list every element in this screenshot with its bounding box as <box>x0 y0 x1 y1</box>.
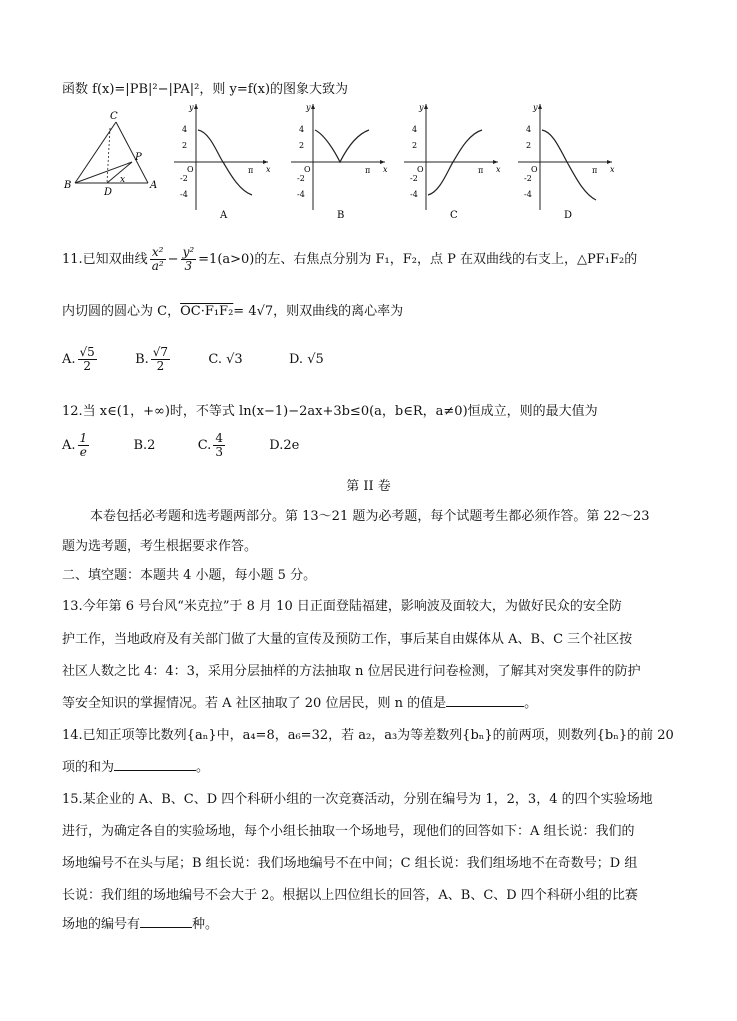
label-P: P <box>135 152 142 163</box>
q11-line2: 内切圆的圆心为 C，OC·F₁F₂= 4√7，则双曲线的离心率为 <box>62 304 404 319</box>
svg-text:4: 4 <box>299 125 305 134</box>
svg-text:-4: -4 <box>410 190 418 199</box>
q12-options: A. $\frac{1}{e}$ B.2 C. $\frac{4}{3}$ D.2e <box>62 431 300 459</box>
part2-title: 第 II 卷 <box>346 479 391 494</box>
label-C: C <box>110 111 118 122</box>
svg-text:y: y <box>533 103 538 112</box>
svg-text:4: 4 <box>526 125 532 134</box>
svg-text:-2: -2 <box>524 174 532 183</box>
q15-line1: 15.某企业的 A、B、C、D 四个科研小组的一次竞赛活动，分别在编号为 1，2，3，4 的四个实验场地 <box>62 792 653 807</box>
q12-stem: 12.当 x∈(1，+∞)时，不等式 ln(x−1)−2ax+3b≤0(a，b∈R，a≠0)恒成立，则的最大值为 <box>62 404 598 419</box>
svg-text:-2: -2 <box>297 174 305 183</box>
graph-D <box>512 100 617 224</box>
q14-line1: 14.已知正项等比数列{aₙ}中，a₄=8，a₆=32，若 a₂，a₃为等差数列{bₙ}的前两项，则数列{bₙ}的前 20 <box>62 728 674 743</box>
svg-text:π: π <box>592 166 598 175</box>
graph-B-label: B <box>337 210 345 220</box>
label-D: D <box>104 187 113 198</box>
svg-text:π: π <box>478 166 484 175</box>
label-B: B <box>64 180 72 191</box>
svg-text:O: O <box>417 165 424 174</box>
svg-text:-4: -4 <box>524 190 532 199</box>
q15-line3: 场地编号不在头与尾；B 组长说：我们场地编号不在中间；C 组长说：我们组场地不在奇数号；D 组 <box>62 856 638 871</box>
q13-line4: 等安全知识的掌握情况。若 A 社区抽取了 20 位居民，则 n 的值是 。 <box>62 696 538 711</box>
svg-text:x: x <box>496 165 501 174</box>
part2-intro-2: 题为选考题，考生根据要求作答。 <box>62 539 258 554</box>
svg-text:x: x <box>610 165 615 174</box>
q13-line1: 13.今年第 6 号台风“米克拉”于 8 月 10 日正面登陆福建，影响波及面较大，为做好民众的安全防 <box>62 599 622 614</box>
svg-text:π: π <box>248 166 254 175</box>
q11-options: A. $\frac{√5}{2}$ B. $\frac{√7}{2}$ C. √3 D. √5 <box>62 345 324 373</box>
q14-line2: 项的和为 。 <box>62 760 210 775</box>
label-A: A <box>150 180 158 191</box>
svg-text:-4: -4 <box>180 190 188 199</box>
q15-line4: 长说：我们组的场地编号不会大于 2。根据以上四位组长的回答，A、B、C、D 四个科研小组的比赛 <box>62 888 638 903</box>
label-x: x <box>120 175 126 185</box>
graph-C-label: C <box>450 210 458 220</box>
q11-line1: 11.已知双曲线 $\frac{\text{x²}}{\text{a²}}$ − $\frac{\text{y²}}{3}$ =1(a>0)的左、右焦点分别为 F₁，F₂，点 P 在双曲线的右支上，△PF₁F₂的 <box>62 245 638 273</box>
svg-text:y: y <box>419 103 424 112</box>
q15-line5: 场地的编号有 种。 <box>62 917 219 932</box>
svg-text:π: π <box>365 166 371 175</box>
svg-text:-2: -2 <box>180 174 188 183</box>
answer-blank[interactable] <box>140 915 192 928</box>
graph-B <box>285 100 390 224</box>
svg-text:O: O <box>187 165 194 174</box>
svg-text:-2: -2 <box>410 174 418 183</box>
svg-text:4: 4 <box>182 125 188 134</box>
svg-text:O: O <box>531 165 538 174</box>
graph-A <box>168 100 273 224</box>
q13-line2: 护工作，当地政府及有关部门做了大量的宣传及预防工作，事后某自由媒体从 A、B、C 三个社区按 <box>62 632 633 647</box>
svg-text:x: x <box>266 165 271 174</box>
svg-text:2: 2 <box>182 141 188 150</box>
section-heading: 二、填空题：本题共 4 小题，每小题 5 分。 <box>62 568 317 583</box>
graph-D-label: D <box>564 210 573 220</box>
svg-text:-4: -4 <box>297 190 305 199</box>
vector-expression: OC·F₁F₂ <box>180 304 234 319</box>
svg-text:y: y <box>306 103 311 112</box>
q13-line3: 社区人数之比 4：4：3，采用分层抽样的方法抽取 n 位居民进行问卷检测，了解其对突发事件的防护 <box>62 664 641 679</box>
triangle-figure <box>62 108 162 202</box>
svg-text:2: 2 <box>299 141 305 150</box>
graph-C <box>398 100 503 224</box>
graph-A-label: A <box>220 210 228 220</box>
answer-blank[interactable] <box>446 694 524 707</box>
answer-blank[interactable] <box>114 758 196 771</box>
svg-text:O: O <box>304 165 311 174</box>
part2-intro-1: 本卷包括必考题和选考题两部分。第 13～21 题为必考题，每个试题考生都必须作答。第 22～23 <box>90 509 650 524</box>
q15-line2: 进行，为确定各自的实验场地，每个小组长抽取一个场地号，现他们的回答如下：A 组长说：我们的 <box>62 824 635 839</box>
svg-text:2: 2 <box>412 141 418 150</box>
svg-text:4: 4 <box>412 125 418 134</box>
svg-text:y: y <box>189 103 194 112</box>
q10-stem: 函数 f(x)=|PB|²−|PA|²，则 y=f(x)的图象大致为 <box>62 82 349 97</box>
svg-text:x: x <box>383 165 388 174</box>
svg-text:2: 2 <box>526 141 532 150</box>
